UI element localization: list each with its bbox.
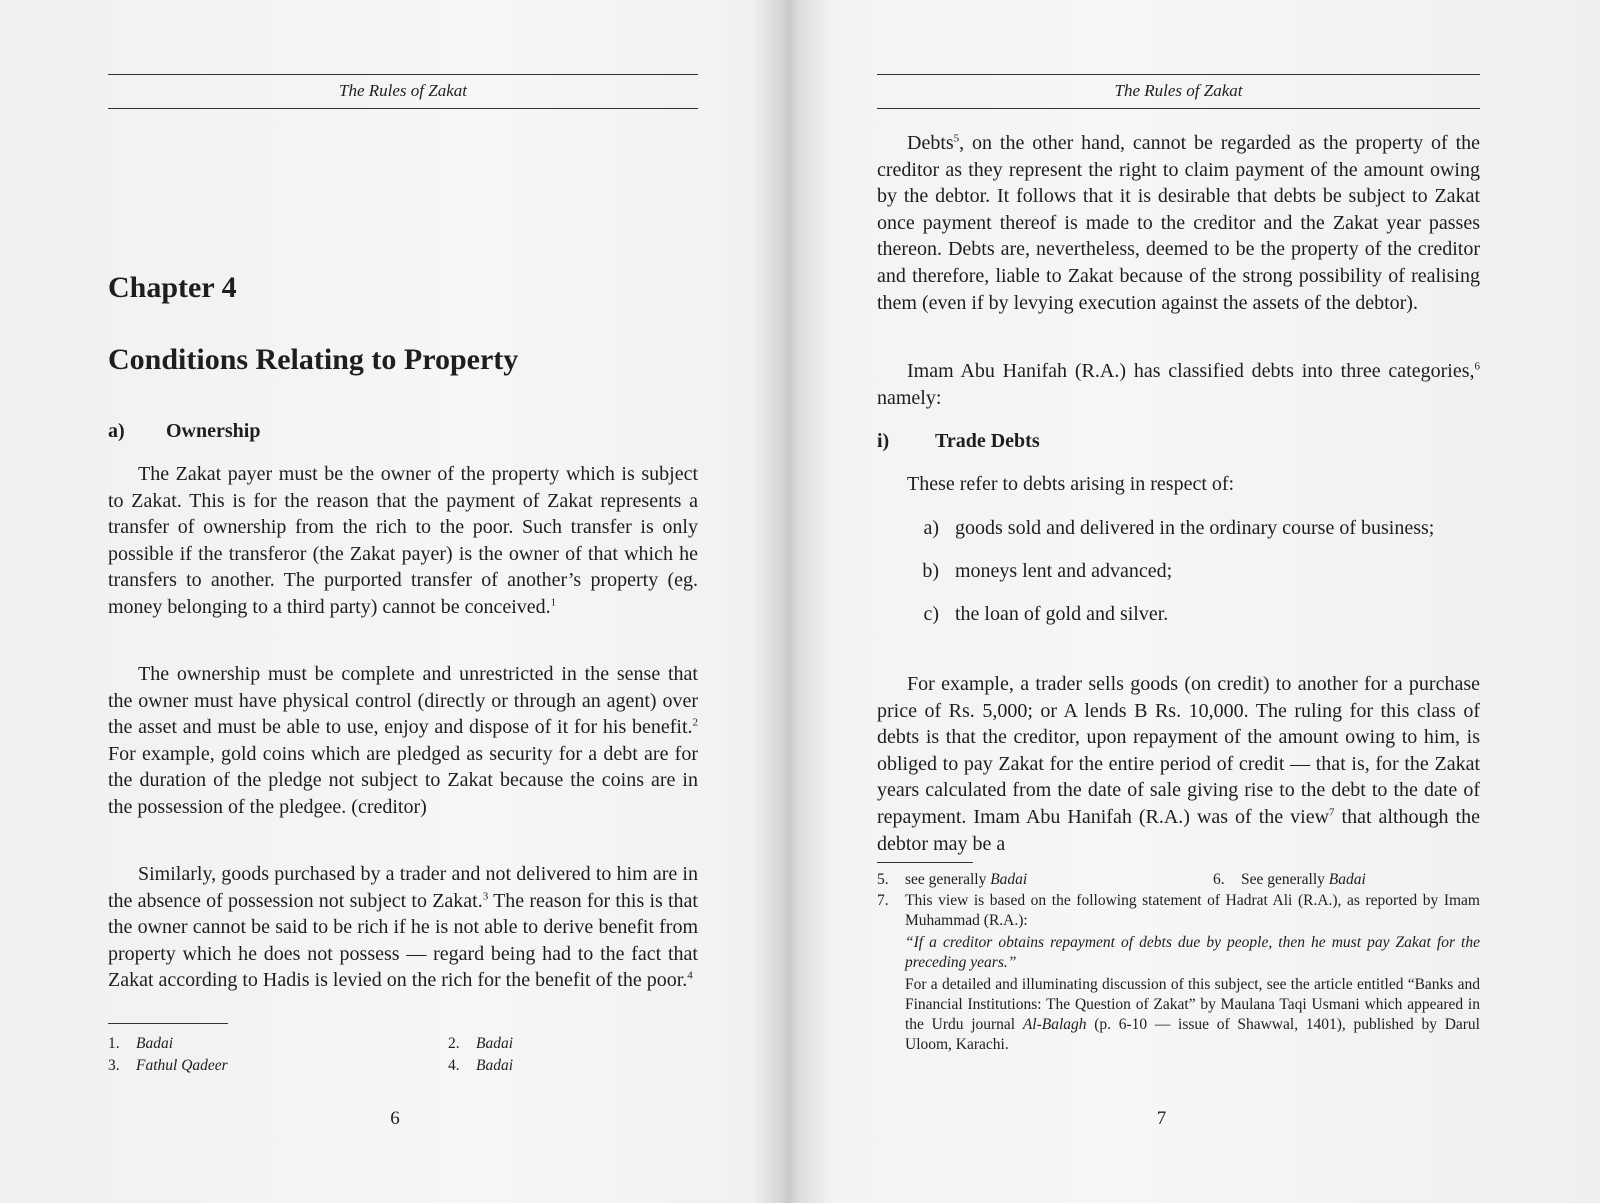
- footnote: 2. Badai: [448, 1035, 514, 1052]
- chapter-title: Conditions Relating to Property: [108, 343, 519, 376]
- footnote-ref: 6: [1474, 360, 1480, 373]
- paragraph: These refer to debts arising in respect of:: [907, 473, 1235, 495]
- footnote-ref: 3: [482, 889, 489, 902]
- section-number: a): [108, 420, 125, 442]
- section-heading: [108, 418, 698, 444]
- footnote-rule: [108, 1023, 228, 1024]
- section-label: Ownership: [166, 420, 261, 442]
- paragraph: The ownership must be complete and unrestricted in the sense that the owner must have physical control (directly or through an agent) over the asset and must be able to use, enjoy and dispose of it for his benefit.$^2$ For example, gold coins which are pledged as security for a debt are for the duration of the pledge not subject to Zakat because the coins are in the possession of the pledgee. (creditor): [108, 663, 698, 818]
- footnote: 6. See generally Badai: [1213, 871, 1366, 888]
- list-item: b) moneys lent and advanced;: [922, 560, 1173, 582]
- running-header: [877, 74, 1480, 109]
- paragraph: For example, a trader sells goods (on credit) to another for a purchase price of Rs. 5,000; or A lends B Rs. 10,000. The ruling for this class of debts is that the creditor, upon repayment of the amount owing to him, is obliged to pay Zakat for the entire period of credit — that is, for the Zakat years calculated from the date of sale giving rise to the debt to the date of repayment. Imam Abu Hanifah (R.A.) was of the view$^7$ that although the debtor may be a: [877, 673, 1480, 855]
- footnote-ref: 5: [953, 132, 960, 145]
- footnote-ref: 4: [687, 969, 693, 982]
- footnote-ref: 1: [550, 596, 557, 609]
- section-heading: [877, 428, 1480, 454]
- section-number: i): [877, 430, 890, 452]
- footnote: 7. This view is based on the following statement of Hadrat Ali (R.A.), as reported by Imam Muhammad (R.A.): “If a creditor obtains repayment of debts due by people, then he must pay Zakat for the preceding years.” For a detailed and illuminating discussion of this subject, see the article entitled “Banks and Financial Institutions: The Question of Zakat” by Maulana Taqi Usmani which appeared in the Urdu journal Al-Balagh (p. 6-10 — issue of Shawwal, 1401), published by Darul Uloom, Karachi.: [877, 892, 1480, 1053]
- paragraph: Debts$^5$, on the other hand, cannot be regarded as the property of the creditor as they represent the right to claim payment of the amount owing by the debtor. It follows that it is desirable that debts be subject to Zakat once payment thereof is made to the creditor and the Zakat year passes thereon. Debts are, nevertheless, deemed to be the property of the creditor and therefore, liable to Zakat because of the strong possibility of realising them (even if by levying execution against the assets of the debtor).: [877, 132, 1480, 314]
- footnote-rule: [877, 862, 973, 863]
- page-number: 7: [1156, 1108, 1167, 1129]
- header-title: The Rules of Zakat: [1114, 81, 1243, 100]
- footnote: 3. Fathul Qadeer: [108, 1057, 228, 1074]
- footnote: 1. Badai: [108, 1035, 174, 1052]
- footnote-ref: 7: [1329, 806, 1335, 819]
- page-number: 6: [390, 1108, 400, 1129]
- left-page: [108, 0, 698, 1203]
- right-page: [877, 0, 1480, 1203]
- list-item: c) the loan of gold and silver.: [923, 603, 1169, 625]
- paragraph: The Zakat payer must be the owner of the property which is subject to Zakat. This is for the reason that the payment of Zakat represents a transfer of ownership from the rich to the poor. Such transfer is only possible if the transferor (the Zakat payer) is the owner of that which he transfers to another. The purported transfer of another’s property (eg. money belonging to a third party) cannot be conceived.$^1$: [108, 463, 698, 618]
- list-item: a) goods sold and delivered in the ordinary course of business;: [923, 517, 1435, 539]
- debt-list: [895, 515, 1480, 644]
- paragraph: Similarly, goods purchased by a trader and not delivered to him are in the absence of possession not subject to Zakat.$^3$ The reason for this is that the owner cannot be said to be rich if he is not able to derive benefit from property which he does not possess — regard being had to the fact that Zakat according to Hadis is levied on the rich for the benefit of the poor.$^4$: [108, 863, 698, 992]
- footnote: 5. see generally Badai: [877, 871, 1028, 888]
- footnote: 4. Badai: [448, 1057, 514, 1074]
- header-title: The Rules of Zakat: [339, 81, 467, 100]
- section-label: Trade Debts: [935, 430, 1040, 452]
- paragraph: Imam Abu Hanifah (R.A.) has classified debts into three categories,$^6$ namely:: [877, 360, 1480, 409]
- running-header: [108, 74, 698, 109]
- footnote-ref: 2: [692, 716, 698, 729]
- chapter-number: Chapter 4: [108, 271, 237, 304]
